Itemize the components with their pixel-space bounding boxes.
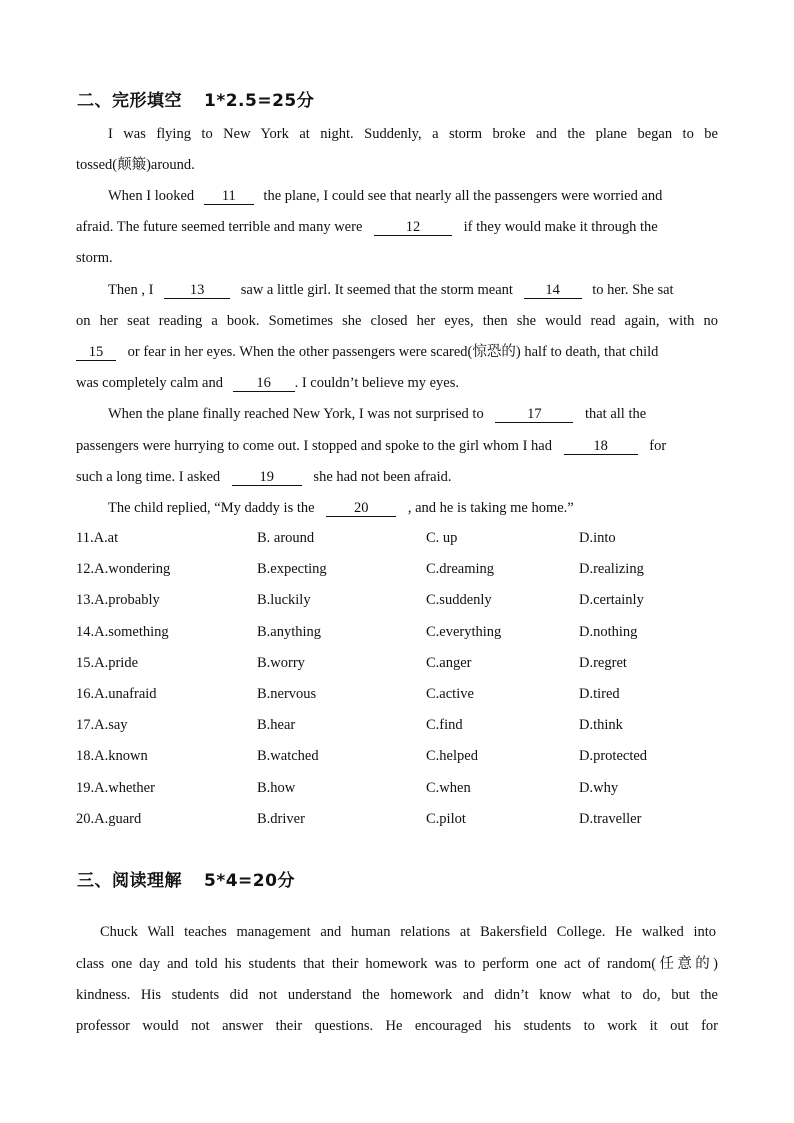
option-c[interactable]: C.helped: [426, 748, 478, 765]
blank-14[interactable]: 14: [524, 283, 582, 299]
option-c[interactable]: C.suddenly: [426, 592, 492, 609]
blank-20[interactable]: 20: [326, 501, 396, 517]
option-b[interactable]: B.anything: [257, 623, 322, 640]
section3-title: 三、阅读理解: [77, 871, 182, 891]
section3-heading: [77, 866, 295, 891]
passage-line-7: on her seat reading a book. Sometimes she closed her eyes, then she would read again, with no: [76, 313, 718, 329]
option-c[interactable]: C. up: [426, 530, 458, 546]
passage-text: or fear in her eyes. When the other passengers were scared(惊恐的) half to death, that child: [127, 344, 659, 360]
passage-line-13: [108, 499, 574, 517]
option-a[interactable]: 19.A.whether: [76, 779, 155, 796]
passage-line-6: [108, 281, 718, 299]
passage-line-1: I was flying to New York at night. Suddenly, a storm broke and the plane began to be: [108, 126, 718, 142]
passage-text: was completely calm and: [76, 375, 223, 391]
option-c[interactable]: C.active: [426, 686, 474, 702]
passage-line-3: [108, 187, 718, 205]
option-d[interactable]: D.regret: [579, 654, 627, 671]
option-c[interactable]: C.pilot: [426, 810, 466, 827]
blank-19[interactable]: 19: [232, 470, 302, 486]
blank-17[interactable]: 17: [495, 407, 573, 423]
option-d[interactable]: D.certainly: [579, 592, 644, 609]
passage-text: . I couldn’t believe my eyes.: [294, 375, 460, 391]
reading-line-4: professor would not answer their questions. He encouraged his students to work it out for: [76, 1018, 718, 1034]
passage-text: , and he is taking me home.”: [407, 500, 574, 516]
passage-line-4: [76, 218, 718, 236]
passage-text: if they would make it through the: [463, 219, 658, 235]
reading-line-1: Chuck Wall teaches management and human relations at Bakersfield College. He walked into: [100, 924, 716, 940]
passage-line-5: storm.: [76, 250, 113, 266]
option-b[interactable]: B.luckily: [257, 592, 311, 609]
passage-text: The child replied, “My daddy is the: [108, 500, 315, 516]
option-d[interactable]: D.into: [579, 530, 616, 546]
passage-text: When I looked: [108, 188, 195, 204]
passage-text: to her. She sat: [592, 282, 674, 298]
passage-line-11: [76, 437, 718, 455]
reading-line-2: class one day and told his students that their homework was to perform one act of random(任意的): [76, 956, 718, 972]
passage-text: for: [649, 438, 667, 454]
passage-text: she had not been afraid.: [313, 469, 452, 485]
passage-line-2: tossed(颠簸)around.: [76, 157, 195, 173]
option-b[interactable]: B.nervous: [257, 686, 317, 702]
section2-heading: [77, 86, 314, 111]
section2-title: 二、完形填空: [77, 91, 182, 111]
option-a[interactable]: 16.A.unafraid: [76, 686, 157, 702]
option-a[interactable]: 11.A.at: [76, 530, 119, 546]
option-a[interactable]: 20.A.guard: [76, 810, 142, 827]
option-a[interactable]: 18.A.known: [76, 748, 148, 765]
option-b[interactable]: B.watched: [257, 748, 319, 765]
option-a[interactable]: 12.A.wondering: [76, 561, 171, 578]
option-a[interactable]: 13.A.probably: [76, 592, 160, 609]
option-b[interactable]: B.driver: [257, 810, 305, 827]
blank-12[interactable]: 12: [374, 220, 452, 236]
passage-line-8: [76, 343, 718, 361]
passage-text: the plane, I could see that nearly all the passengers were worried and: [263, 188, 663, 204]
blank-13[interactable]: 13: [164, 283, 230, 299]
option-d[interactable]: D.why: [579, 779, 619, 796]
blank-18[interactable]: 18: [564, 439, 638, 455]
reading-line-3: kindness. His students did not understand the homework and didn’t know what to do, but the: [76, 987, 718, 1003]
option-b[interactable]: B.hear: [257, 717, 296, 734]
section2-score: 1*2.5=25分: [204, 91, 315, 111]
blank-15[interactable]: 15: [76, 345, 116, 361]
option-b[interactable]: B.how: [257, 779, 296, 796]
passage-text: that all the: [584, 406, 647, 422]
option-a[interactable]: 14.A.something: [76, 623, 169, 640]
passage-text: passengers were hurrying to come out. I stopped and spoke to the girl whom I had: [76, 438, 552, 454]
option-c[interactable]: C.when: [426, 779, 471, 796]
option-d[interactable]: D.realizing: [579, 561, 644, 578]
passage-text: such a long time. I asked: [76, 469, 221, 485]
option-c[interactable]: C.dreaming: [426, 561, 495, 578]
option-d[interactable]: D.protected: [579, 748, 648, 765]
passage-text: When the plane finally reached New York, I was not surprised to: [108, 406, 484, 422]
option-c[interactable]: C.everything: [426, 623, 502, 640]
option-b[interactable]: B.worry: [257, 654, 305, 671]
option-a[interactable]: 15.A.pride: [76, 654, 139, 671]
passage-line-10: [108, 405, 718, 423]
blank-16[interactable]: 16: [233, 376, 295, 392]
passage-line-9: [76, 374, 459, 392]
blank-11[interactable]: 11: [204, 189, 254, 205]
option-a[interactable]: 17.A.say: [76, 717, 128, 734]
option-b[interactable]: B.expecting: [257, 561, 327, 578]
passage-text: afraid. The future seemed terrible and many were: [76, 219, 363, 235]
option-d[interactable]: D.think: [579, 717, 623, 734]
option-d[interactable]: D.traveller: [579, 810, 642, 827]
option-d[interactable]: D.tired: [579, 686, 620, 702]
option-c[interactable]: C.find: [426, 717, 463, 734]
option-d[interactable]: D.nothing: [579, 623, 638, 640]
passage-line-12: [76, 468, 452, 486]
passage-text: saw a little girl. It seemed that the storm meant: [240, 282, 513, 298]
passage-text: Then , I: [108, 282, 154, 298]
option-b[interactable]: B. around: [257, 530, 315, 546]
section3-score: 5*4=20分: [204, 871, 295, 891]
option-c[interactable]: C.anger: [426, 654, 472, 671]
